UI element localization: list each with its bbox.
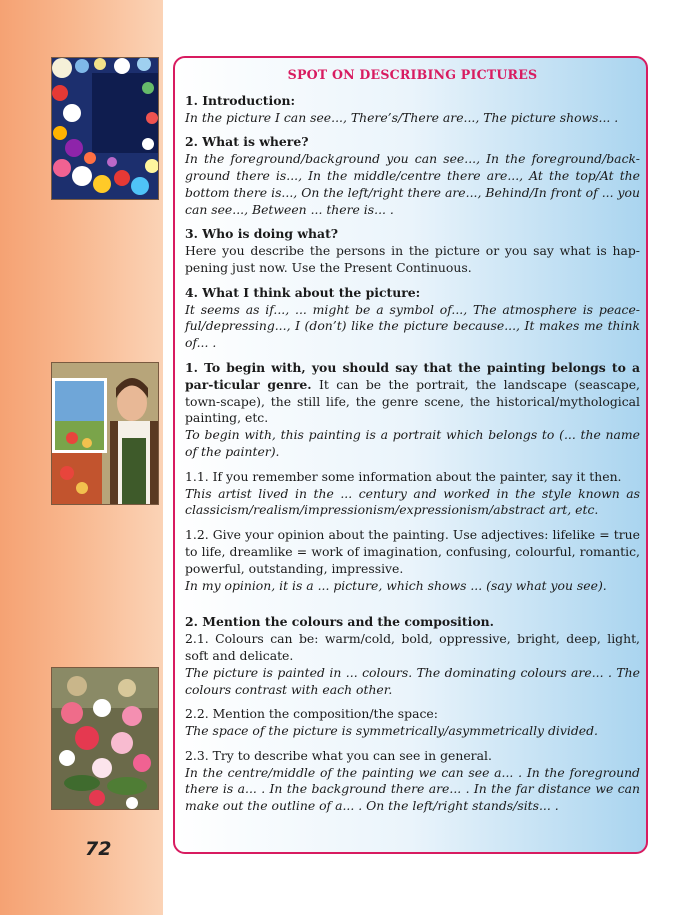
section-heading: 1. To begin with, you should say that the painting belongs to a par-ticular genre. — [185, 359, 640, 392]
section-composition — [185, 706, 640, 740]
section-plain-text: Here you describe the persons in the picture or you say what is hap-pening just now. Use the Present Continuous. — [185, 243, 640, 275]
section-heading: 1. Introduction: — [185, 92, 296, 108]
section-colours — [185, 614, 640, 698]
section-italic-text: In the centre/middle of the painting we can see a... . In the foreground there is a... . In the background there are... . In the far distance we can make out the outline of a... . On the left/right stands/sits... . — [185, 764, 640, 814]
section-italic-text: In my opinion, it is a ... picture, which shows ... (say what you see). — [185, 577, 607, 593]
section-plain-text: 2.2. Mention the composition/the space: — [185, 706, 438, 722]
section-italic-text: The space of the picture is symmetrically/asymmetrically divided. — [185, 723, 598, 739]
section-plain-text: 1.2. Give your opinion about the painting. Use adjectives: lifelike = true to life, dreamlike = work of imagination, confusing, colourful, romantic, powerful, outstanding, impressive. — [185, 527, 640, 576]
section-italic-text: This artist lived in the ... century and worked in the style known as classicism/realism/impressionism/expressionism/abstract art, etc. — [185, 485, 640, 518]
flower-painting-image — [51, 57, 159, 200]
section-what-is-where — [185, 134, 640, 218]
section-what-i-think — [185, 285, 640, 352]
section-plain-text: 1.1. If you remember some information about the painter, say it then. — [185, 468, 622, 484]
section-plain-text: 2.3. Try to describe what you can see in general. — [185, 747, 492, 763]
section-plain-text: 2.1. Colours can be: warm/cold, bold, oppressive, bright, deep, light, soft and delicate. — [185, 631, 640, 663]
box-title: SPOT ON DESCRIBING PICTURES — [287, 67, 538, 82]
box-content — [185, 64, 640, 823]
section-general — [185, 748, 640, 815]
section-painter-info — [185, 469, 640, 519]
section-italic-text: The picture is painted in ... colours. The dominating colours are... . The colours contrast with each other. — [185, 664, 640, 697]
section-opinion — [185, 527, 640, 594]
section-heading: 2. Mention the colours and the composition. — [185, 614, 494, 630]
flower-still-life-image — [51, 667, 159, 810]
section-introduction — [185, 93, 640, 127]
woman-painter-portrait-image — [51, 362, 159, 505]
section-plain-text: It can be the portrait, the landscape (seascape, town-scape), the still life, the genre scene, the historical/mythological painting, etc. — [185, 376, 640, 426]
section-italic-text: It seems as if..., ... might be a symbol of..., The atmosphere is peace-ful/depressing..., I (don’t) like the picture because..., It makes me think of... . — [185, 301, 640, 351]
section-genre — [185, 360, 640, 461]
section-heading: 4. What I think about the picture: — [185, 284, 421, 300]
section-italic-text: In the foreground/background you can see..., In the foreground/back-ground there is..., In the middle/centre there are..., At the top/At the bottom there is..., On the left/right there are..., Behind/In front of ... you can see..., Between ... there is... . — [185, 151, 640, 217]
section-heading: 2. What is where? — [185, 134, 309, 150]
section-heading: 3. Who is doing what? — [185, 226, 339, 242]
section-who-is-doing-what — [185, 226, 640, 276]
page-number: 72 — [85, 838, 112, 860]
section-italic-text: To begin with, this painting is a portrait which belongs to (... the name of the painter). — [185, 427, 640, 459]
section-genre-paragraph — [185, 360, 640, 427]
section-italic-text: In the picture I can see..., There’s/There are..., The picture shows... . — [185, 109, 619, 125]
